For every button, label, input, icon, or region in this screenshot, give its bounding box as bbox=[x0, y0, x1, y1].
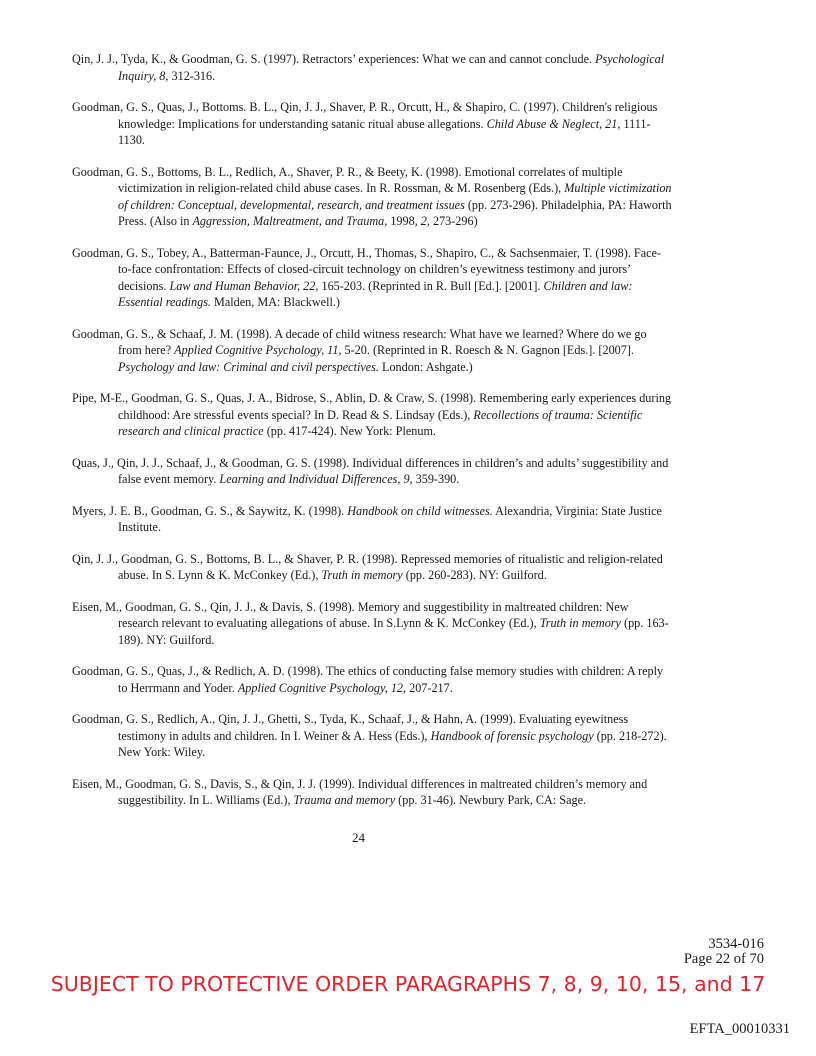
reference-entry: Eisen, M., Goodman, G. S., Qin, J. J., & Davis, S. (1998). Memory and suggestibility in maltreated children: New research relevant to evaluating allegations of abuse. In S.Lynn & K. McConkey (Ed.), Truth in memory (pp. 163-189). NY: Guilford. bbox=[72, 599, 669, 647]
reference-title: Children and law: Essential readings. bbox=[118, 278, 633, 309]
reference-entry: Goodman, G. S., Quas, J., Bottoms. B. L., Qin, J. J., Shaver, P. R., Orcutt, H., & Shapiro, C. (1997). Children's religious knowledge: Implications for understanding satanic ritual abuse allegations. Child Abuse & Neglect, 21, 1111-1130. bbox=[72, 100, 658, 147]
reference-entry: Qin, J. J., Goodman, G. S., Bottoms, B. L., & Shaver, P. R. (1998). Repressed memories of ritualistic and religion-related abuse. In S. Lynn & K. McConkey (Ed.), Truth in memory (pp. 260-283). NY: Guilford. bbox=[72, 551, 663, 582]
reference-entry: Goodman, G. S., Bottoms, B. L., Redlich, A., Shaver, P. R., & Beety, K. (1998). Emotional correlates of multiple victimization in religion-related child abuse cases. In R. Rossman, & M. Rosenberg (Eds.), Multiple victimization of children: Conceptual, developmental, research, and treatment issues (pp. 273-296). Philadelphia, PA: Haworth Press. (Also in Aggression, Maltreatment, and Trauma, 1998, 2, 273-296) bbox=[72, 164, 672, 228]
reference-title: Recollections of trauma: Scientific research and clinical practice bbox=[118, 407, 643, 438]
reference-entry: Eisen, M., Goodman, G. S., Davis, S., & Qin, J. J. (1999). Individual differences in maltreated children’s memory and suggestibility. In L. Williams (Ed.), Trauma and memory (pp. 31-46). Newbury Park, CA: Sage. bbox=[72, 776, 648, 807]
reference-entry: Pipe, M-E., Goodman, G. S., Quas, J. A., Bidrose, S., Ablin, D. & Craw, S. (1998). Remembering early experiences during childhood: Are stressful events special? In D. Read & S. Lindsay (Eds.), Recollections of trauma: Scientific research and clinical practice (pp. 417-424). New York: Plenum. bbox=[72, 391, 672, 438]
reference-title: 2 bbox=[420, 214, 427, 228]
reference-list bbox=[72, 51, 672, 824]
protective-order-banner: SUBJECT TO PROTECTIVE ORDER PARAGRAPHS 7, 8, 9, 10, 15, and 17 bbox=[50, 972, 766, 996]
reference-entry: Goodman, G. S., & Schaaf, J. M. (1998). A decade of child witness research: What have we learned? Where do we go from here? Applied Cognitive Psychology, 11, 5-20. (Reprinted in R. Roesch & N. Gagnon [Eds.]. [2007]. Psychology and law: Criminal and civil perspectives. London: Ashgate.) bbox=[72, 326, 647, 374]
reference-entry: Myers, J. E. B., Goodman, G. S., & Saywitz, K. (1998). Handbook on child witnesses. Alexandria, Virginia: State Justice Institute. bbox=[72, 503, 662, 534]
reference-title: Law and Human Behavior, 22 bbox=[169, 278, 316, 293]
reference-entry: Goodman, G. S., Quas, J., & Redlich, A. D. (1998). The ethics of conducting false memory studies with children: A reply to Herrmann and Yoder. Applied Cognitive Psychology, 12, 207-217. bbox=[72, 664, 664, 695]
reference-title: Applied Cognitive Psychology, 11 bbox=[174, 343, 339, 357]
reference-title: Psychology and law: Criminal and civil perspectives. bbox=[118, 359, 379, 374]
reference-title: Psychological Inquiry, 8, bbox=[118, 52, 665, 83]
document-id-code: 3534-016 bbox=[708, 936, 764, 952]
reference-title: Handbook of forensic psychology bbox=[430, 728, 594, 743]
reference-title: Learning and Individual Differences, 9, bbox=[219, 472, 413, 486]
reference-title: Truth in memory bbox=[539, 616, 621, 630]
reference-title: Trauma and memory bbox=[293, 793, 396, 807]
reference-title: Handbook on child witnesses. bbox=[347, 503, 493, 518]
document-id bbox=[684, 937, 764, 967]
page-number: 24 bbox=[352, 830, 365, 845]
reference-title: Truth in memory bbox=[321, 568, 403, 582]
document-page-count: Page 22 of 70 bbox=[683, 951, 764, 967]
reference-title: Applied Cognitive Psychology, 12 bbox=[237, 680, 404, 695]
reference-entry: Quas, J., Qin, J. J., Schaaf, J., & Goodman, G. S. (1998). Individual differences in children’s and adults’ suggestibility and false event memory. Learning and Individual Differences, 9, 359-390. bbox=[72, 455, 669, 486]
reference-title: Multiple victimization of children: Conceptual, developmental, research, and treatment issues bbox=[118, 181, 672, 212]
bates-number: EFTA_00010331 bbox=[689, 1021, 790, 1037]
reference-entry: Goodman, G. S., Tobey, A., Batterman-Faunce, J., Orcutt, H., Thomas, S., Shapiro, C., & Sachsenmaier, T. (1998). Face-to-face confrontation: Effects of closed-circuit technology on children’s eyewitness testimony and jurors’ decisions. Law and Human Behavior, 22, 165-203. (Reprinted in R. Bull [Ed.]. [2001]. Children and law: Essential readings. Malden, MA: Blackwell.) bbox=[72, 245, 661, 309]
reference-title: Aggression, Maltreatment, and Trauma bbox=[192, 214, 385, 228]
reference-entry: Qin, J. J., Tyda, K., & Goodman, G. S. (1997). Retractors’ experiences: What we can and cannot conclude. Psychological Inquiry, 8, 312-316. bbox=[72, 52, 665, 83]
reference-entry: Goodman, G. S., Redlich, A., Qin, J. J., Ghetti, S., Tyda, K., Schaaf, J., & Hahn, A. (1999). Evaluating eyewitness testimony in adults and children. In I. Weiner & A. Hess (Eds.), Handbook of forensic psychology (pp. 218-272). New York: Wiley. bbox=[72, 712, 667, 759]
reference-title: Child Abuse & Neglect, 21 bbox=[486, 116, 618, 131]
